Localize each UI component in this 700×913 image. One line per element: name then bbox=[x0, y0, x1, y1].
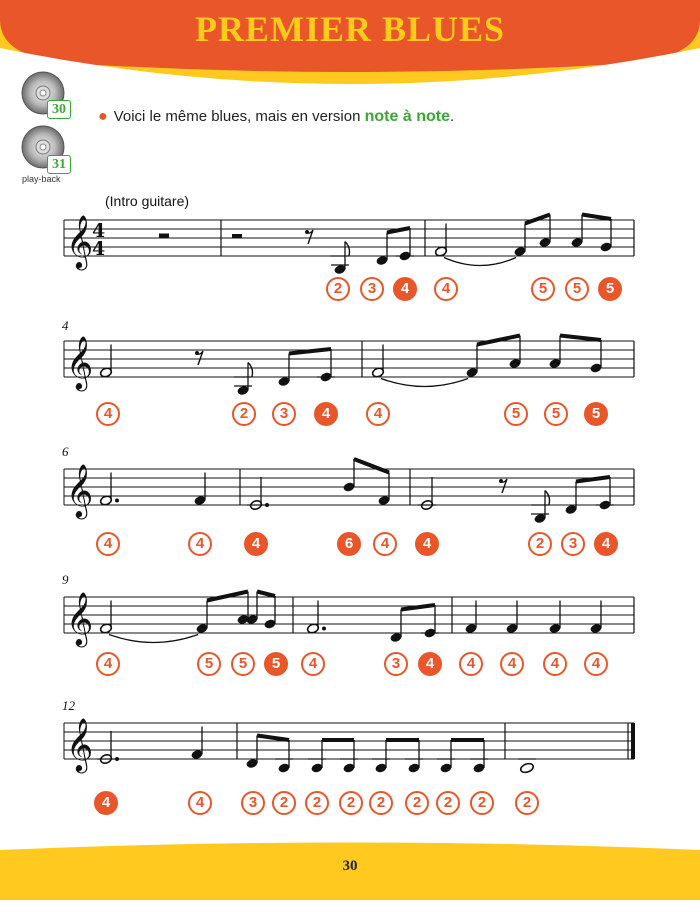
fingering-circle: 3 bbox=[272, 402, 296, 426]
treble-clef: 𝄞 bbox=[66, 214, 94, 268]
flag bbox=[345, 242, 350, 256]
final-bar-thick bbox=[631, 723, 635, 759]
intro-guitar-label: (Intro guitare) bbox=[105, 193, 190, 209]
dot bbox=[322, 627, 326, 631]
fingering-circle: 4 bbox=[393, 277, 417, 301]
fingering-circle: 2 bbox=[339, 791, 363, 815]
half-rest bbox=[232, 234, 242, 239]
treble-clef: 𝄞 bbox=[66, 717, 94, 771]
flag bbox=[248, 363, 253, 377]
dot bbox=[265, 503, 269, 507]
flag bbox=[545, 491, 550, 505]
fingering-circle: 4 bbox=[188, 791, 212, 815]
eighth-rest-dot bbox=[195, 351, 199, 355]
time-signature-bottom: 4 bbox=[92, 238, 106, 260]
fingering-circle: 4 bbox=[96, 652, 120, 676]
fingering-circle: 5 bbox=[598, 277, 622, 301]
beam bbox=[354, 459, 389, 473]
dot bbox=[115, 757, 119, 761]
beam bbox=[582, 215, 611, 220]
fingering-circle: 3 bbox=[360, 277, 384, 301]
fingering-circle: 2 bbox=[305, 791, 329, 815]
fingering-circle: 6 bbox=[337, 532, 361, 556]
fingering-circle: 2 bbox=[232, 402, 256, 426]
fingering-circle: 4 bbox=[188, 532, 212, 556]
dot bbox=[115, 499, 119, 503]
beam bbox=[525, 215, 550, 224]
treble-clef: 𝄞 bbox=[66, 335, 94, 389]
beam bbox=[257, 592, 275, 597]
intro-body: Voici le même blues, mais en version bbox=[113, 108, 365, 125]
treble-clef: 𝄞 bbox=[66, 463, 94, 517]
measure-number: 12 bbox=[62, 698, 75, 713]
page-title: PREMIER BLUES bbox=[194, 9, 506, 49]
fingering-circle: 4 bbox=[459, 652, 483, 676]
page-number: 30 bbox=[342, 858, 358, 874]
fingering-circle: 4 bbox=[373, 532, 397, 556]
time-signature-top: 4 bbox=[92, 220, 106, 242]
fingering-circle: 5 bbox=[584, 402, 608, 426]
fingering-circle: 3 bbox=[384, 652, 408, 676]
fingering-circle: 5 bbox=[231, 652, 255, 676]
beam bbox=[560, 336, 601, 341]
intro-end: . bbox=[449, 108, 455, 125]
fingering-circle: 4 bbox=[415, 532, 439, 556]
tie bbox=[109, 635, 198, 643]
beam bbox=[207, 592, 248, 601]
measure-number: 6 bbox=[62, 444, 69, 459]
fingering-circle: 5 bbox=[197, 652, 221, 676]
fingering-circle: 4 bbox=[500, 652, 524, 676]
fingering-circle: 3 bbox=[241, 791, 265, 815]
bullet-icon: ● bbox=[98, 108, 108, 125]
fingering-circle: 4 bbox=[96, 402, 120, 426]
fingering-circle: 5 bbox=[565, 277, 589, 301]
tie bbox=[381, 379, 468, 387]
fingering-circle: 4 bbox=[418, 652, 442, 676]
fingering-circle: 2 bbox=[326, 277, 350, 301]
fingering-circle: 5 bbox=[531, 277, 555, 301]
eighth-rest-dot bbox=[305, 230, 309, 234]
fingering-circle: 4 bbox=[594, 532, 618, 556]
fingering-circle: 2 bbox=[515, 791, 539, 815]
tie bbox=[444, 258, 516, 266]
fingering-circle: 4 bbox=[301, 652, 325, 676]
beam bbox=[477, 336, 520, 345]
cd-track-number: 31 bbox=[47, 155, 71, 174]
fingering-circle: 2 bbox=[436, 791, 460, 815]
measure-number: 4 bbox=[62, 318, 69, 333]
fingering-circle: 2 bbox=[405, 791, 429, 815]
playback-label: play-back bbox=[22, 174, 61, 184]
fingering-circle: 2 bbox=[369, 791, 393, 815]
treble-clef: 𝄞 bbox=[66, 591, 94, 645]
fingering-circle: 4 bbox=[434, 277, 458, 301]
fingering-circle: 2 bbox=[470, 791, 494, 815]
fingering-circle: 5 bbox=[544, 402, 568, 426]
fingering-circle: 4 bbox=[543, 652, 567, 676]
intro-highlight: note à note bbox=[364, 108, 450, 125]
fingering-circle: 4 bbox=[94, 791, 118, 815]
fingering-circle: 2 bbox=[528, 532, 552, 556]
fingering-circle: 2 bbox=[272, 791, 296, 815]
fingering-circle: 5 bbox=[264, 652, 288, 676]
fingering-circle: 4 bbox=[584, 652, 608, 676]
fingering-circle: 4 bbox=[314, 402, 338, 426]
beam bbox=[257, 736, 289, 741]
measure-number: 9 bbox=[62, 572, 69, 587]
eighth-rest-dot bbox=[499, 479, 503, 483]
fingering-circle: 4 bbox=[96, 532, 120, 556]
fingering-circle: 4 bbox=[244, 532, 268, 556]
fingering-circle: 5 bbox=[504, 402, 528, 426]
note bbox=[520, 762, 535, 774]
cd-track-number: 30 bbox=[47, 100, 71, 119]
fingering-circle: 4 bbox=[366, 402, 390, 426]
whole-rest bbox=[159, 234, 169, 239]
fingering-circle: 3 bbox=[561, 532, 585, 556]
